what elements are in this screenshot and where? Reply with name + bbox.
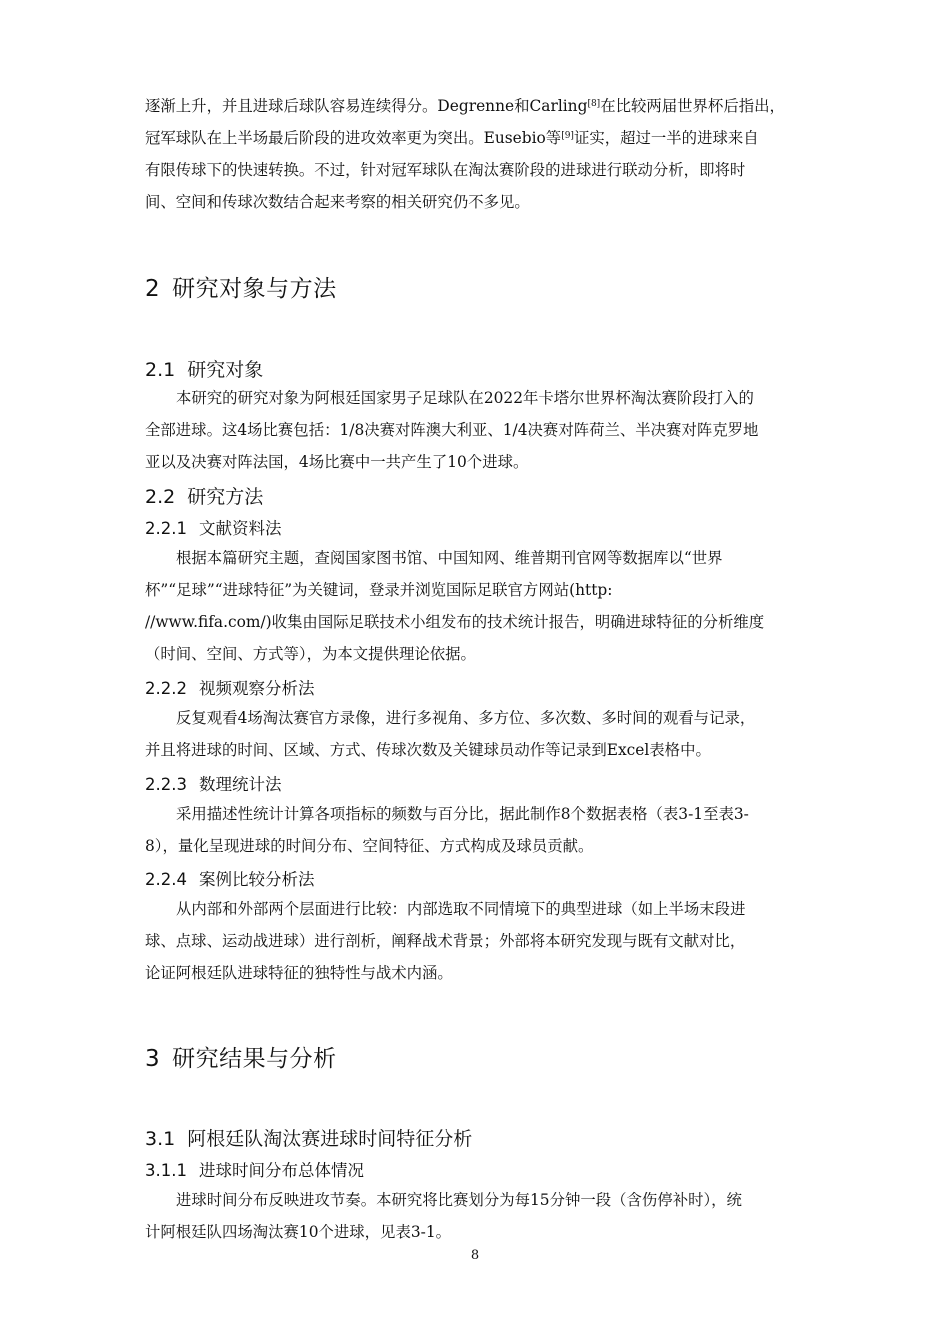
paragraph-2-2-3: [145, 798, 803, 862]
text-line: 杯”“足球”“进球特征”为关键词，登录并浏览国际足联官方网站(http:: [145, 581, 613, 599]
text-line: 亚以及决赛对阵法国，4场比赛中一共产生了10个进球。: [145, 453, 529, 471]
text-line: //www.fifa.com/)收集由国际足联技术小组发布的技术统计报告，明确进球特征的分析维度: [145, 613, 765, 631]
section-heading-2-2: 2.2 研究方法: [145, 486, 264, 508]
text-line: 冠军球队在上半场最后阶段的进攻效率更为突出。Eusebio等[9]证实，超过一半的进球来自: [145, 129, 759, 147]
paragraph-3-1-1: [145, 1184, 803, 1248]
text-line: 逐渐上升，并且进球后球队容易连续得分。Degrenne和Carling[8]在比较两届世界杯后指出，: [145, 97, 785, 115]
section-heading-2-2-3: 2.2.3 数理统计法: [145, 775, 282, 794]
text-line: 论证阿根廷队进球特征的独特性与战术内涵。: [145, 964, 453, 982]
section-heading-2-2-4: 2.2.4 案例比较分析法: [145, 870, 315, 889]
text-line: （时间、空间、方式等），为本文提供理论依据。: [145, 645, 476, 663]
text-line: 间、空间和传球次数结合起来考察的相关研究仍不多见。: [145, 193, 530, 211]
text-line: 并且将进球的时间、区域、方式、传球次数及关键球员动作等记录到Excel表格中。: [145, 741, 711, 759]
section-heading-3-1: 3.1 阿根廷队淘汰赛进球时间特征分析: [145, 1128, 473, 1150]
paragraph-2-2-2: [145, 702, 803, 766]
section-heading-2-1: 2.1 研究对象: [145, 359, 264, 381]
text-line: 进球时间分布反映进攻节奏。本研究将比赛划分为每15分钟一段（含伤停补时），统: [176, 1191, 742, 1209]
text-line: 本研究的研究对象为阿根廷国家男子足球队在2022年卡塔尔世界杯淘汰赛阶段打入的: [176, 389, 754, 407]
text-line: 采用描述性统计计算各项指标的频数与百分比，据此制作8个数据表格（表3-1至表3-: [176, 805, 749, 823]
text-line: 8），量化呈现进球的时间分布、空间特征、方式构成及球员贡献。: [145, 837, 594, 855]
section-heading-2-2-1: 2.2.1 文献资料法: [145, 519, 282, 538]
section-heading-2: 2 研究对象与方法: [145, 276, 337, 302]
text-line: 反复观看4场淘汰赛官方录像，进行多视角、多方位、多次数、多时间的观看与记录，: [176, 709, 756, 727]
section-heading-3: 3 研究结果与分析: [145, 1046, 337, 1072]
text-line: 有限传球下的快速转换。不过，针对冠军球队在淘汰赛阶段的进球进行联动分析，即将时: [145, 161, 746, 179]
text-line: 球、点球、运动战进球）进行剖析，阐释战术背景；外部将本研究发现与既有文献对比，: [145, 932, 746, 950]
text-line: 根据本篇研究主题，查阅国家图书馆、中国知网、维普期刊官网等数据库以“世界: [176, 549, 723, 567]
page-number: 8: [470, 1248, 480, 1263]
text-line: 计阿根廷队四场淘汰赛10个进球，见表3-1。: [145, 1223, 452, 1241]
text-line: 全部进球。这4场比赛包括：1/8决赛对阵澳大利亚、1/4决赛对阵荷兰、半决赛对阵克罗地: [145, 421, 759, 439]
citation-8[interactable]: [8]: [587, 99, 601, 109]
intro-paragraph: [145, 90, 803, 218]
citation-9[interactable]: [9]: [561, 131, 574, 141]
paragraph-2-2-4: [145, 893, 803, 989]
paragraph-2-1: [145, 382, 803, 478]
section-heading-2-2-2: 2.2.2 视频观察分析法: [145, 679, 315, 698]
text-line: 从内部和外部两个层面进行比较：内部选取不同情境下的典型进球（如上半场末段进: [176, 900, 746, 918]
paragraph-2-2-1: [145, 542, 803, 670]
section-heading-3-1-1: 3.1.1 进球时间分布总体情况: [145, 1161, 364, 1180]
